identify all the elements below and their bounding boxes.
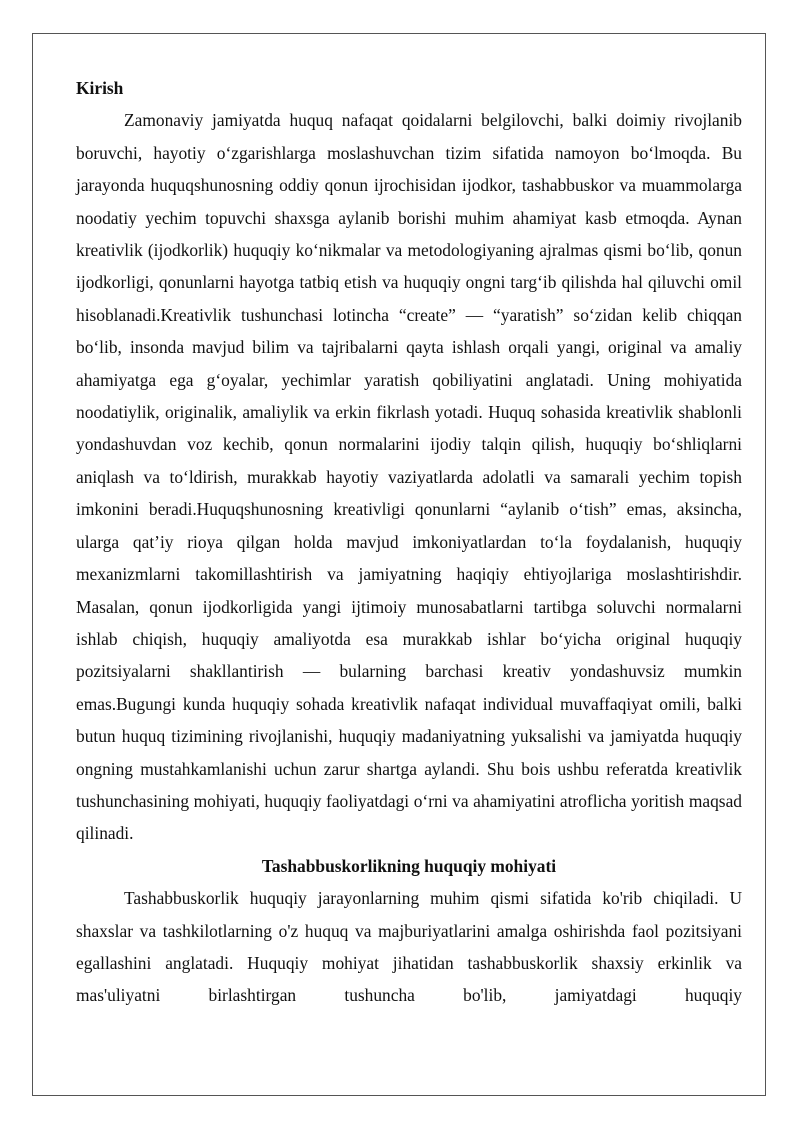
section-heading-tashabbuskorlik: Tashabbuskorlikning huquqiy mohiyati	[261, 855, 557, 876]
intro-paragraph: Zamonaviy jamiyatda huquq nafaqat qoidalarni belgilovchi, balki doimiy rivojlanib boruvchi, hayotiy o‘zgarishlarga moslashuvchan tizim sifatida namoyon bo‘lmoqda. Bu jarayonda huquqshunosning oddiy qonun ijrochisidan ijodkor, tashabbuskor va muammolarga noodatiy yechim topuvchi shaxsga aylanib borishi muhim ahamiyat kasb etmoqda. Aynan kreativlik (ijodkorlik) huquqiy ko‘nikmalar va metodologiyaning ajralmas qismi bo‘lib, qonun ijodkorligi, qonunlarni hayotga tatbiq etish va huquqiy ongni targ‘ib qilishda hal qiluvchi omil hisoblanadi.Kreativlik tushunchasi lotincha “create” — “yaratish” so‘zidan kelib chiqqan bo‘lib, insonda mavjud bilim va tajribalarni qayta ishlash orqali yangi, original va amaliy ahamiyatga ega g‘oyalar, yechimlar yaratish qobiliyatini anglatadi. Uning mohiyatida noodatiylik, originalik, amaliylik va erkin fikrlash yotadi. Huquq sohasida kreativlik shablonli yondashuvdan voz kechib, qonun normalarini ijodiy talqin qilish, huquqiy bo‘shliqlarni aniqlash va to‘ldirish, murakkab hayotiy vaziyatlarda adolatli va samarali yechim topish imkonini beradi.Huquqshunosning kreativligi qonunlarni “aylanib o‘tish” emas, aksincha, ularga qat’iy rioya qilgan holda mavjud imkoniyatlardan to‘la foydalanish, huquqiy mexanizmlarni takomillashtirish va jamiyatning haqiqiy ehtiyojlariga moslashtirishdir. Masalan, qonun ijodkorligida yangi ijtimoiy munosabatlarni tartibga soluvchi normalarni ishlab chiqish, huquqiy amaliyotda esa murakkab ishlar bo‘yicha original huquqiy pozitsiyalarni shakllantirish — bularning barchasi kreativ yondashuvsiz mumkin emas.Bugungi kunda huquqiy sohada kreativlik nafaqat individual muvaffaqiyat omili, balki butun huquq tizimining rivojlanishi, huquqiy madaniyatning yuksalishi va jamiyatda huquqiy ongning mustahkamlanishi uchun zarur shartga aylandi. Shu bois ushbu referatda kreativlik tushunchasining mohiyati, huquqiy faoliyatdagi o‘rni va ahamiyatini atroflicha yoritish maqsad qilinadi.	[76, 110, 742, 844]
section-heading-kirish: Kirish	[76, 78, 124, 98]
tashabbuskorlik-paragraph: Tashabbuskorlik huquqiy jarayonlarning muhim qismi sifatida ko'rib chiqiladi. U shaxslar va tashkilotlarning o'z huquq va majburiyatlarini amalga oshirishda faol pozitsiyani egallashini anglatadi. Huquqiy mohiyat jihatidan tashabbuskorlik shaxsiy erkinlik va mas'uliyatni birlashtirgan tushuncha bo'lib, jamiyatdagi huquqiy	[76, 888, 742, 1006]
document-body	[76, 72, 742, 1012]
